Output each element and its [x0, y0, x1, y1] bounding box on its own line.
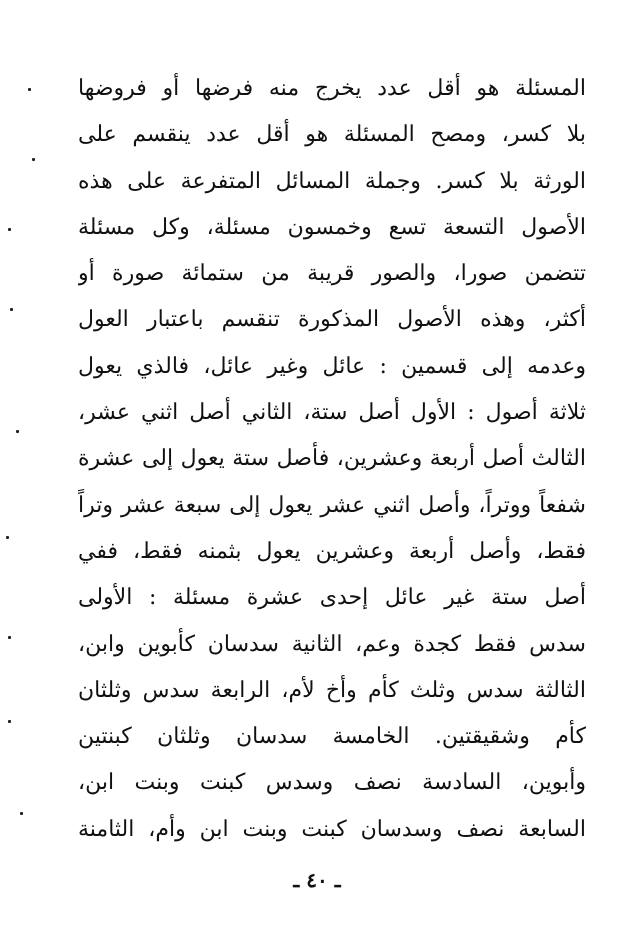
page-number: ـ ٤٠ ـ — [293, 868, 341, 892]
margin-mark — [8, 720, 11, 723]
text-line: سدس فقط كجدة وعم، الثانية سدسان كأبوين وابن، — [78, 631, 586, 657]
text-line: بلا كسر، ومصح المسئلة هو أقل عدد ينقسم على — [78, 122, 586, 148]
text-line: وعدمه إلى قسمين : عائل وغير عائل، فالذي يعول — [78, 353, 586, 379]
margin-mark — [10, 308, 13, 311]
text-line: ثلاثة أصول : الأول أصل ستة، الثاني أصل اثني عشر، — [78, 400, 586, 426]
text-line: كأم وشقيقتين. الخامسة سدسان وثلثان كبنتين — [78, 724, 586, 750]
body-text — [78, 66, 586, 853]
text-line: الثالث أصل أربعة وعشرين، فأصل ستة يعول إلى عشرة — [78, 446, 586, 472]
text-line: أصل ستة غير عائل إحدى عشرة مسئلة : الأولى — [78, 585, 586, 611]
margin-mark — [16, 430, 19, 433]
text-line: المسئلة هو أقل عدد يخرج منه فرضها أو فروضها — [78, 76, 586, 101]
text-line: وأبوين، السادسة نصف وسدس كبنت وبنت ابن، — [78, 770, 586, 796]
margin-mark — [8, 228, 11, 231]
margin-mark — [28, 88, 31, 91]
margin-mark — [20, 812, 23, 815]
text-line: الورثة بلا كسر. وجملة المسائل المتفرعة على هذه — [78, 168, 586, 194]
text-line: الثالثة سدس وثلث كأم وأخ لأم، الرابعة سدس وثلثان — [78, 677, 586, 703]
margin-mark — [32, 158, 35, 161]
text-line: تتضمن صورا، والصور قريبة من ستمائة صورة أو — [78, 261, 586, 287]
text-line: السابعة نصف وسدسان كبنت وبنت ابن وأم، الثامنة — [78, 816, 586, 842]
text-line: فقط، وأصل أربعة وعشرين يعول بثمنه فقط، ففي — [78, 538, 586, 564]
margin-mark — [8, 636, 11, 639]
text-line: أكثر، وهذه الأصول المذكورة تنقسم باعتبار العول — [78, 307, 586, 333]
text-line: شفعاً ووتراً، وأصل اثني عشر يعول إلى سبعة عشر وتراً — [78, 492, 586, 518]
text-line: الأصول التسعة تسع وخمسون مسئلة، وكل مسئلة — [78, 214, 586, 240]
margin-mark — [6, 536, 9, 539]
